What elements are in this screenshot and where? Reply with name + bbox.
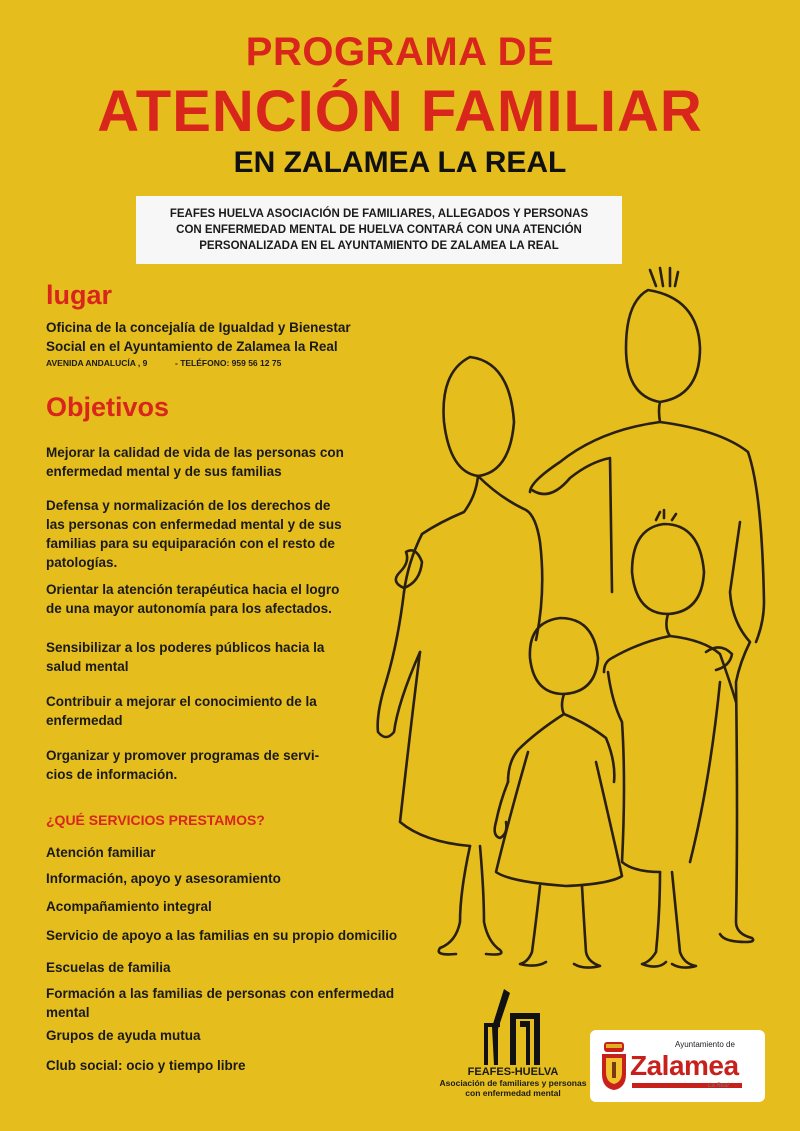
servicios-heading: ¿QUÉ SERVICIOS PRESTAMOS? — [46, 812, 265, 828]
objetivo-line: cios de información. — [46, 767, 178, 782]
objetivo-line: enfermedad mental y de sus familias — [46, 464, 282, 479]
title-line-3: EN ZALAMEA LA REAL — [233, 146, 567, 179]
intro-line: FEAFES HUELVA ASOCIACIÓN DE FAMILIARES, ALLEGADOS Y PERSONAS — [169, 208, 589, 220]
feafes-logo — [470, 985, 550, 1070]
objetivo-line: Mejorar la calidad de vida de las personas con — [46, 445, 344, 460]
feafes-desc: con enfermedad mental — [465, 1088, 561, 1098]
lugar-address: AVENIDA ANDALUCÍA , 9 — [46, 358, 148, 368]
feafes-desc: Asociación de familiares y personas — [439, 1078, 587, 1088]
objetivo-line: familias para su equiparación con el resto de — [46, 536, 335, 551]
title-line-1: PROGRAMA DE — [245, 30, 555, 74]
objetivo-line: de una mayor autonomía para los afectados. — [46, 601, 332, 616]
servicio-line: Información, apoyo y asesoramiento — [46, 871, 281, 886]
objetivos-heading: Objetivos — [46, 392, 170, 422]
servicio-line: Formación a las familias de personas con enfermedad — [46, 986, 395, 1001]
la-real-label: La Real — [708, 1083, 729, 1089]
objetivo-line: salud mental — [46, 659, 129, 674]
intro-line: PERSONALIZADA EN EL AYUNTAMIENTO DE ZALAMEA LA REAL — [199, 240, 559, 252]
lugar-heading: lugar — [46, 280, 113, 310]
servicio-line: Club social: ocio y tiempo libre — [46, 1058, 246, 1073]
intro-line: CON ENFERMEDAD MENTAL DE HUELVA CONTARÁ CON UNA ATENCIÓN — [176, 224, 582, 236]
objetivo-line: enfermedad — [46, 713, 123, 728]
objetivo-line: Defensa y normalización de los derechos de — [46, 498, 331, 513]
lugar-line: Oficina de la concejalía de Igualdad y Bienestar — [46, 320, 351, 335]
family-illustration — [360, 262, 780, 992]
intro-box — [136, 196, 622, 264]
ayuntamiento-label: Ayuntamiento de — [675, 1040, 735, 1049]
lugar-line: Social en el Ayuntamiento de Zalamea la Real — [46, 339, 338, 354]
coat-of-arms-icon — [600, 1040, 628, 1092]
servicio-line: Escuelas de familia — [46, 960, 171, 975]
feafes-name: FEAFES-HUELVA — [467, 1066, 559, 1078]
servicio-line: Grupos de ayuda mutua — [46, 1028, 201, 1043]
zalamea-wordmark: Zalamea — [630, 1050, 739, 1081]
objetivo-line: Sensibilizar a los poderes públicos hacia la — [46, 640, 325, 655]
feafes-label — [413, 1066, 613, 1098]
servicio-line: Acompañamiento integral — [46, 899, 212, 914]
objetivo-line: Organizar y promover programas de servi- — [46, 748, 320, 763]
servicio-line: mental — [46, 1005, 90, 1020]
title-line-2: ATENCIÓN FAMILIAR — [97, 79, 703, 144]
objetivo-line: Contribuir a mejorar el conocimiento de la — [46, 694, 317, 709]
objetivo-line: las personas con enfermedad mental y de sus — [46, 517, 342, 532]
lugar-phone: - TELÉFONO: 959 56 12 75 — [175, 358, 282, 368]
objetivo-line: Orientar la atención terapéutica hacia el logro — [46, 582, 340, 597]
servicio-line: Servicio de apoyo a las familias en su propio domicilio — [46, 928, 398, 943]
objetivo-line: patologías. — [46, 555, 118, 570]
zalamea-logo — [590, 1030, 765, 1102]
servicio-line: Atención familiar — [46, 845, 156, 860]
